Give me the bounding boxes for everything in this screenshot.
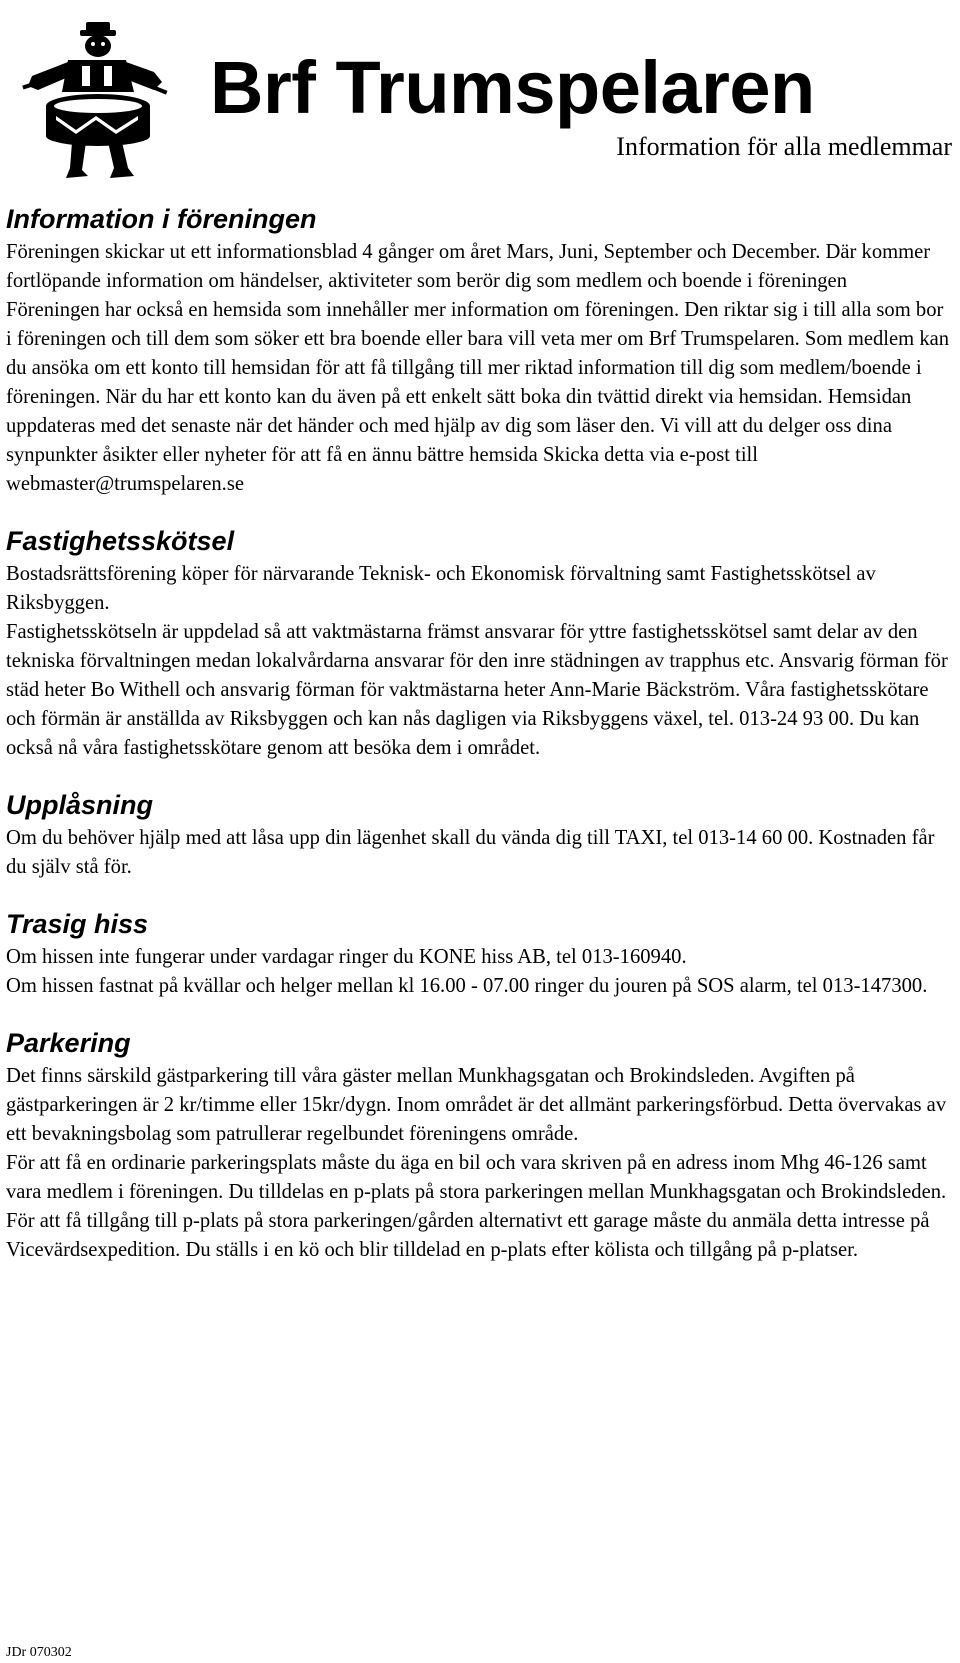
drummer-logo-icon [22, 20, 172, 180]
document-body [6, 203, 954, 1291]
section-upplasning [6, 789, 954, 882]
section-paragraph: Föreningen skickar ut ett informationsblad 4 gånger om året Mars, Juni, September och December. Där kommer fortlöpande information om händelser, aktiviteter som berör dig som medlem och boende i föreningen [6, 241, 931, 292]
page-title: Brf Trumspelaren [210, 46, 815, 129]
section-paragraph: Om hissen fastnat på kvällar och helger mellan kl 16.00 - 07.00 ringer du jouren på SOS alarm, tel 013-147300. [6, 975, 928, 997]
section-heading: Trasig hiss [6, 909, 149, 939]
section-parkering [6, 1027, 954, 1265]
section-information [6, 203, 954, 499]
section-paragraph: Om hissen inte fungerar under vardagar ringer du KONE hiss AB, tel 013-160940. [6, 946, 687, 968]
section-paragraph: Om du behöver hjälp med att låsa upp din lägenhet skall du vända dig till TAXI, tel 013-14 60 00. Kostnaden får du själv stå för. [6, 827, 935, 878]
section-heading: Information i föreningen [6, 204, 317, 234]
section-heading: Fastighetsskötsel [6, 526, 235, 556]
section-paragraph: Bostadsrättsförening köper för närvarande Teknisk- och Ekonomisk förvaltning samt Fastighetsskötsel av Riksbyggen. [6, 563, 876, 614]
section-heading: Upplåsning [6, 790, 153, 820]
page-subtitle: Information för alla medlemmar [616, 132, 952, 161]
section-paragraph: Det finns särskild gästparkering till våra gäster mellan Munkhagsgatan och Brokindsleden. Avgiften på gästparkeringen är 2 kr/timme eller 15kr/dygn. Inom området är det allmänt parkeringsförbud. Detta övervakas av ett bevakningsbolag som patrullerar regelbundet föreningens område. [6, 1065, 947, 1145]
section-paragraph: Fastighetsskötseln är uppdelad så att vaktmästarna främst ansvarar för yttre fastighetsskötsel samt delar av den tekniska förvaltningen medan lokalvårdarna ansvarar för den inre städningen av trapphus etc. Ansvarig förman för städ heter Bo Withell och ansvarig förman för vaktmästarna heter Ann-Marie Bäckström. Våra fastighetsskötare och förmän är anställda av Riksbyggen och kan nås dagligen via Riksbyggens växel, tel. 013-24 93 00. Du kan också nå våra fastighetsskötare genom att besöka dem i området. [6, 621, 948, 759]
section-fastighetsskotsel [6, 525, 954, 763]
section-heading: Parkering [6, 1028, 131, 1058]
section-trasig-hiss [6, 908, 954, 1001]
section-paragraph: För att få en ordinarie parkeringsplats måste du äga en bil och vara skriven på en adress inom Mhg 46-126 samt vara medlem i föreningen. Du tilldelas en p-plats på stora parkeringen mellan Munkhagsgatan och Brokindsleden. För att få tillgång till p-plats på stora parkeringen/gården alternativt ett garage måste du anmäla detta intresse på Vicevärdsexpedition. Du ställs i en kö och blir tilldelad en p-plats efter kölista och tillgång på p-platser. [6, 1152, 947, 1261]
footer-note: JDr 070302 [6, 1645, 72, 1660]
section-paragraph: Föreningen har också en hemsida som innehåller mer information om föreningen. Den riktar sig i till alla som bor i föreningen och till dem som söker ett bra boende eller bara vill veta mer om Brf Trumspelaren. Som medlem kan du ansöka om ett konto till hemsidan för att få tillgång till mer riktad information till dig som medlem/boende i föreningen. När du har ett konto kan du även på ett enkelt sätt boka din tvättid direkt via hemsidan. Hemsidan uppdateras med det senaste när det händer och med hjälp av dig som läser den. Vi vill att du delger oss dina synpunkter åsikter eller nyheter för att få en ännu bättre hemsida Skicka detta via e-post till webmaster@trumspelaren.se [6, 299, 950, 495]
